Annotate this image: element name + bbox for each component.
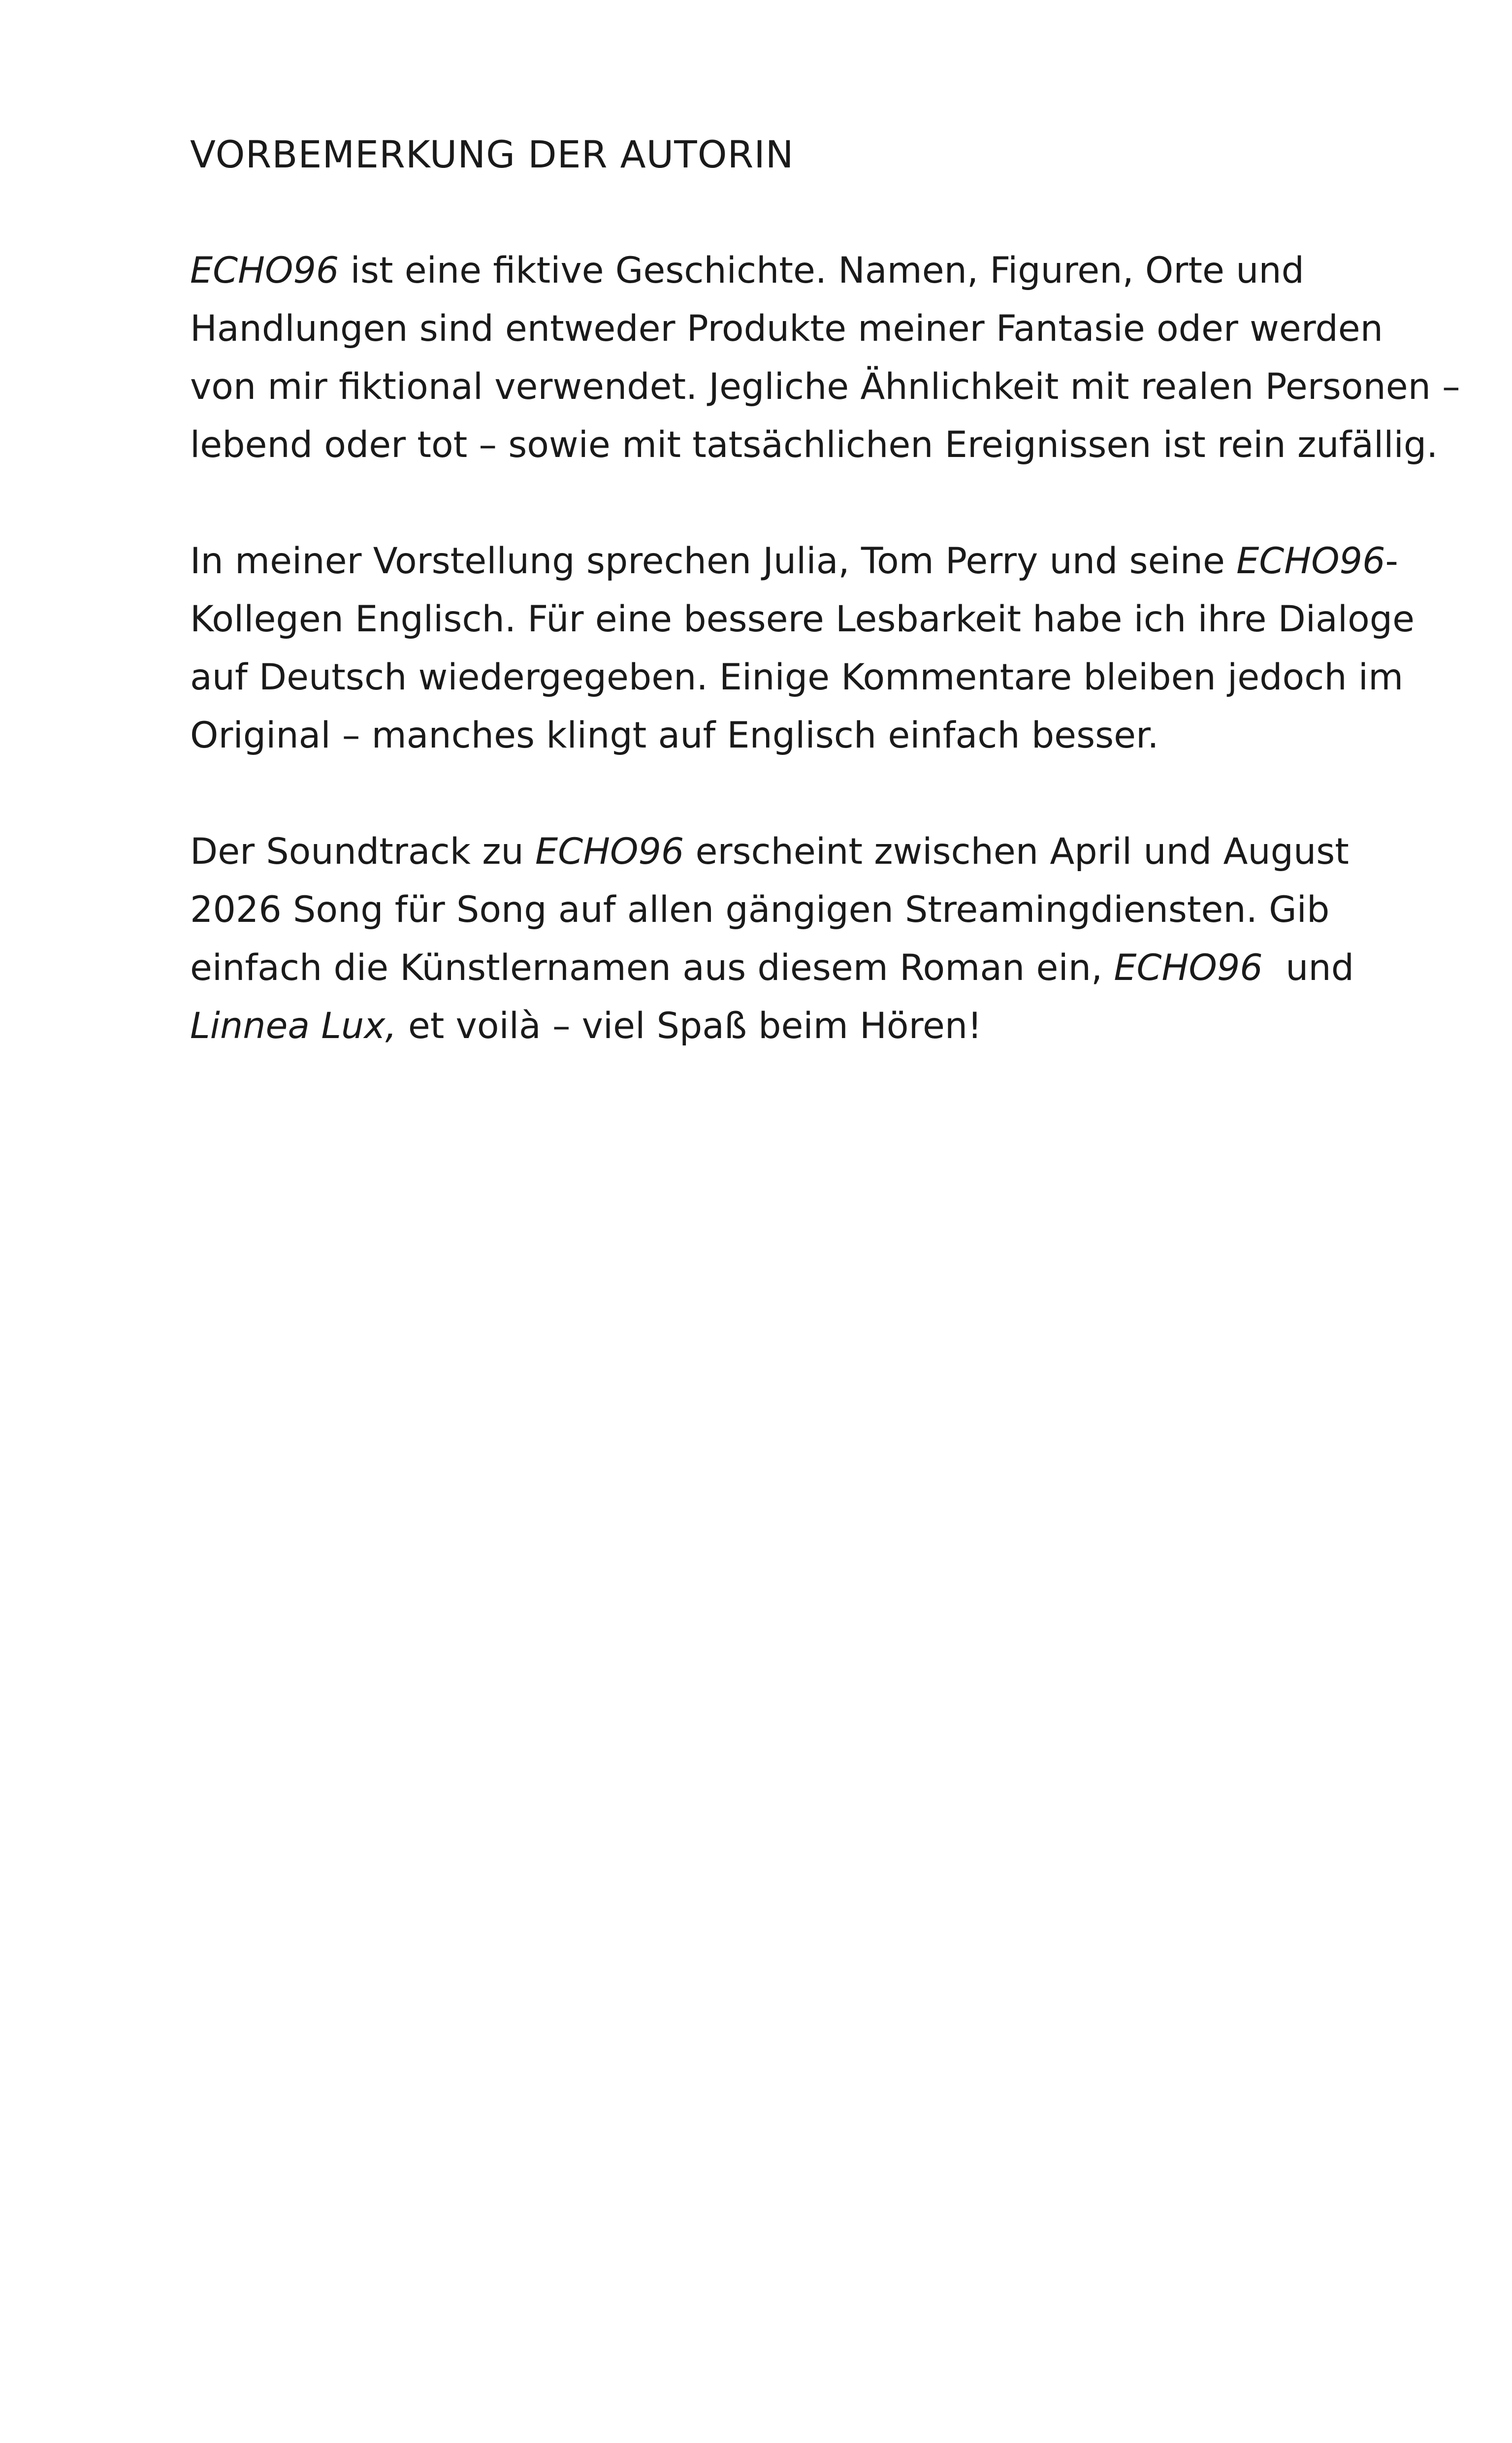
paragraph-disclaimer [190,242,1460,474]
text-fragment: einfach die Künstlernamen aus diesem Roman ein, [190,947,1114,989]
text-fragment: erscheint zwischen April und August [684,831,1349,873]
text-fragment: In meiner Vorstellung sprechen Julia, Tom Perry und seine [190,540,1237,582]
text-line: Handlungen sind entweder Produkte meiner Fantasie oder werden [190,308,1383,350]
text-line: auf Deutsch wiedergegeben. Einige Kommentare bleiben jedoch im [190,656,1404,698]
text-fragment: - [1385,540,1398,582]
spacer [190,184,1372,242]
text-line [190,532,1398,590]
paragraph-language [190,532,1415,765]
paragraph-soundtrack [190,823,1372,1055]
text-fragment: und [1262,947,1354,989]
book-title: ECHO96 [1236,540,1385,582]
text-line: Original – manches klingt auf Englisch einfach besser. [190,715,1159,756]
text-line [190,823,1372,881]
text-line: Kollegen Englisch. Für eine bessere Lesbarkeit habe ich ihre Dialoge [190,598,1415,640]
artist-name: ECHO96 [1114,947,1263,989]
book-title: ECHO96 [190,250,339,292]
text-line [190,997,1372,1055]
book-title: ECHO96 [535,831,684,873]
spacer [190,765,1372,823]
artist-name: Linnea Lux, [190,1005,397,1047]
spacer [190,474,1372,532]
text-fragment: Der Soundtrack zu [190,831,535,873]
text-fragment: ist eine fiktive Geschichte. Namen, Figuren, Orte und [339,250,1304,292]
text-line [190,939,1372,997]
text-line: lebend oder tot – sowie mit tatsächlichen Ereignissen ist rein zufällig. [190,424,1438,466]
document-page [190,126,1460,1055]
text-line: 2026 Song für Song auf allen gängigen Streamingdiensten. Gib [190,889,1330,931]
text-fragment: et voilà – viel Spaß beim Hören! [396,1005,982,1047]
page-title: VORBEMERKUNG DER AUTORIN [190,132,794,176]
text-line: von mir fiktional verwendet. Jegliche Ähnlichkeit mit realen Personen – [190,366,1460,408]
text-line [190,242,1372,300]
